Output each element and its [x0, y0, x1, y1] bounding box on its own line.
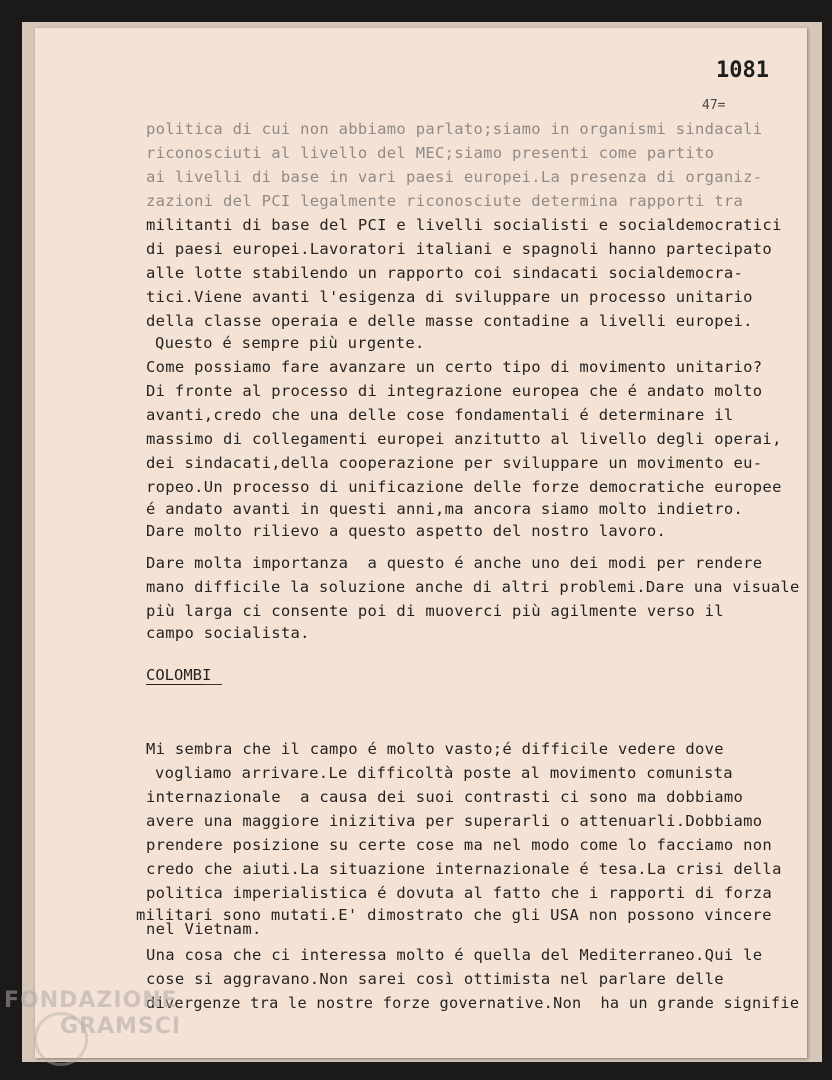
text-line: politica di cui non abbiamo parlato;siamo in organismi sindacali — [146, 120, 763, 138]
text-line: alle lotte stabilendo un rapporto coi sindacati socialdemocra- — [146, 264, 744, 282]
heading-underline — [204, 684, 222, 685]
text-line: campo socialista. — [146, 624, 310, 642]
text-line: della classe operaia e delle masse contadine a livelli europei. — [146, 312, 753, 330]
text-line: Mi sembra che il campo é molto vasto;é difficile vedere dove — [146, 740, 724, 758]
text-line: avere una maggiore inizitiva per superarli o attenuarli.Dobbiamo — [146, 812, 763, 830]
text-line: Di fronte al processo di integrazione europea che é andato molto — [146, 382, 763, 400]
text-line: internazionale a causa dei suoi contrasti ci sono ma dobbiamo — [146, 788, 744, 806]
text-line: ropeo.Un processo di unificazione delle forze democratiche europee — [146, 478, 782, 496]
text-line: Dare molta importanza a questo é anche uno dei modi per rendere — [146, 554, 763, 572]
text-line: massimo di collegamenti europei anzitutto al livello degli operai, — [146, 430, 782, 448]
text-line: Questo é sempre più urgente. — [155, 334, 425, 352]
text-line: credo che aiuti.La situazione internazionale é tesa.La crisi della — [146, 860, 782, 878]
text-line: riconosciuti al livello del MEC;siamo presenti come partito — [146, 144, 715, 162]
text-line: Come possiamo fare avanzare un certo tipo di movimento unitario? — [146, 358, 763, 376]
text-line: dei sindacati,della cooperazione per sviluppare un movimento eu- — [146, 454, 763, 472]
text-line: Una cosa che ci interessa molto é quella del Mediterraneo.Qui le — [146, 946, 763, 964]
text-line: nel Vietnam. — [146, 920, 262, 938]
text-line: più larga ci consente poi di muoverci più agilmente verso il — [146, 602, 724, 620]
text-line: divergenze tra le nostre forze governative.Non ha un grande signifie — [146, 994, 800, 1012]
text-line: avanti,credo che una delle cose fondamentali é determinare il — [146, 406, 734, 424]
watermark — [4, 988, 181, 1040]
text-line: mano difficile la soluzione anche di altri problemi.Dare una visuale — [146, 578, 800, 596]
handwritten-folio: 47= — [702, 98, 726, 113]
text-line: tici.Viene avanti l'esigenza di sviluppare un processo unitario — [146, 288, 753, 306]
watermark-line2: GRAMSCI — [60, 1014, 182, 1039]
text-line: zazioni del PCI legalmente riconosciute determina rapporti tra — [146, 192, 744, 210]
text-line: militari sono mutati.E' dimostrato che gli USA non possono vincere — [136, 906, 772, 924]
page-number: 1081 — [716, 58, 769, 83]
text-line: Dare molto rilievo a questo aspetto del nostro lavoro. — [146, 522, 667, 540]
watermark-line1: FONDAZIONE — [4, 988, 178, 1013]
section-heading: COLOMBI — [146, 666, 212, 684]
text-line: é andato avanti in questi anni,ma ancora siamo molto indietro. — [146, 500, 744, 518]
text-line: politica imperialistica é dovuta al fatto che i rapporti di forza — [146, 884, 773, 902]
text-line: cose si aggravano.Non sarei così ottimista nel parlare delle — [146, 970, 724, 988]
text-line: vogliamo arrivare.Le difficoltà poste al movimento comunista — [155, 764, 733, 782]
text-line: di paesi europei.Lavoratori italiani e spagnoli hanno partecipato — [146, 240, 773, 258]
text-line: prendere posizione su certe cose ma nel modo come lo facciamo non — [146, 836, 773, 854]
text-line: ai livelli di base in vari paesi europei.La presenza di organiz- — [146, 168, 763, 186]
text-line: militanti di base del PCI e livelli socialisti e socialdemocratici — [146, 216, 782, 234]
